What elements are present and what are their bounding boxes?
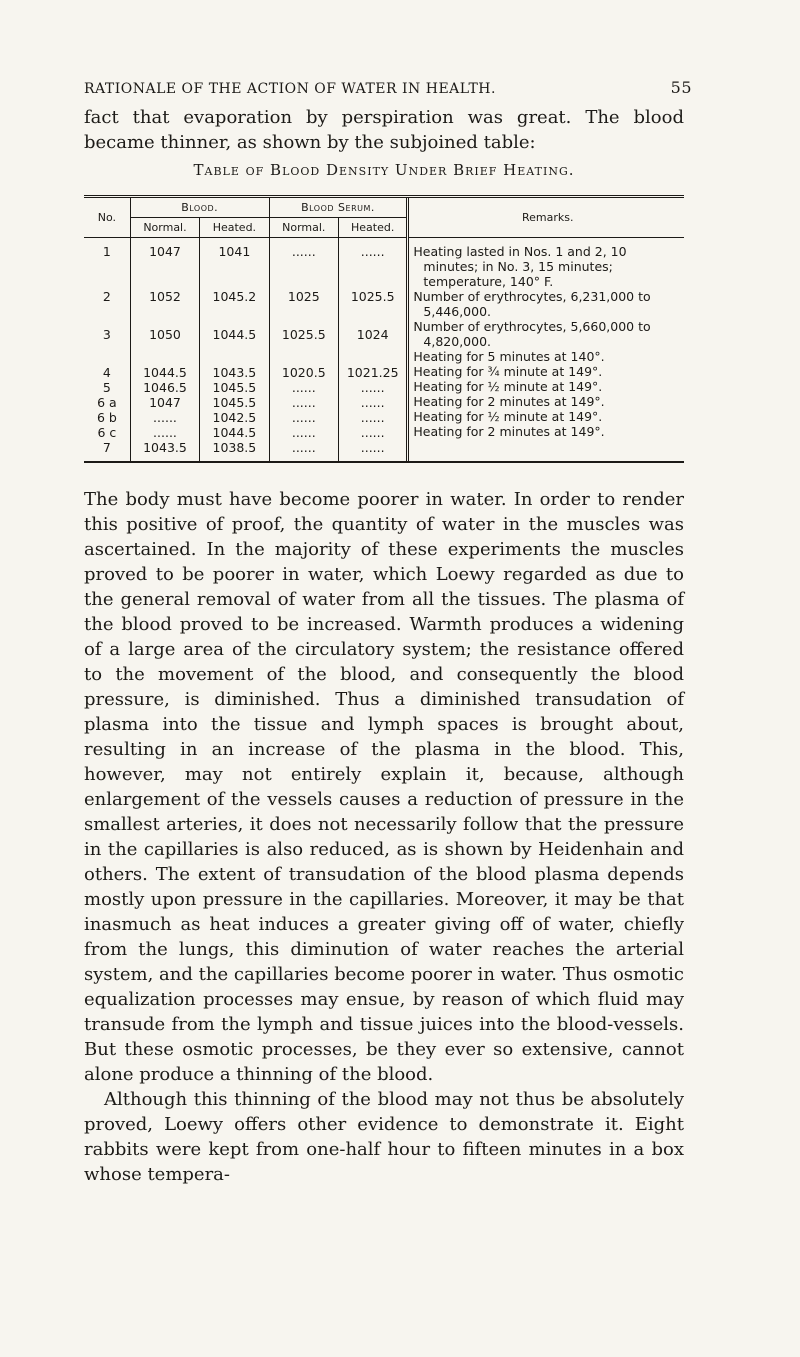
row-no: 3 bbox=[102, 327, 111, 342]
page-number: 55 bbox=[670, 78, 692, 97]
cell-value: 1047 bbox=[149, 244, 181, 259]
cell-value: 1046.5 bbox=[143, 380, 187, 395]
header-serum-normal: Normal. bbox=[269, 218, 338, 238]
cell-value: 1044.5 bbox=[143, 365, 187, 380]
cell-value: 1042.5 bbox=[212, 410, 257, 425]
table-title: Table of Blood Density Under Brief Heating. bbox=[193, 161, 575, 179]
column-serum-heated bbox=[338, 238, 407, 462]
cell-value: ...... bbox=[360, 380, 385, 395]
cell-value: ...... bbox=[291, 244, 316, 259]
body-text bbox=[84, 487, 684, 1187]
header-remarks: Remarks. bbox=[408, 198, 684, 238]
cell-value: 1020.5 bbox=[281, 365, 326, 380]
column-no bbox=[84, 238, 130, 462]
row-no: 4 bbox=[102, 365, 111, 380]
cell-value: ...... bbox=[360, 410, 385, 425]
cell-value: 1043.5 bbox=[212, 365, 257, 380]
book-page bbox=[84, 78, 692, 1187]
running-head bbox=[84, 78, 692, 97]
cell-value: 1045.2 bbox=[212, 289, 257, 304]
remark: Heating for ¾ minute at 149°. bbox=[413, 364, 603, 379]
header-blood-normal: Normal. bbox=[130, 218, 199, 238]
row-no: 7 bbox=[102, 440, 111, 455]
cell-value: ...... bbox=[153, 410, 177, 425]
cell-value: 1025.5 bbox=[281, 327, 326, 342]
header-blood: Blood. bbox=[130, 198, 269, 218]
cell-value: 1021.25 bbox=[346, 365, 399, 380]
cell-value: ...... bbox=[291, 440, 316, 455]
row-no: 6 c bbox=[97, 425, 117, 440]
row-no: 6 a bbox=[97, 395, 117, 410]
cell-value: 1050 bbox=[149, 327, 181, 342]
column-remarks bbox=[408, 238, 684, 462]
cell-value: 1045.5 bbox=[212, 380, 257, 395]
remark: Heating for 5 minutes at 140°. bbox=[413, 349, 605, 364]
cell-value: ...... bbox=[291, 410, 316, 425]
cell-value: ...... bbox=[291, 380, 316, 395]
cell-value: ...... bbox=[291, 425, 316, 440]
cell-value: ...... bbox=[360, 244, 385, 259]
cell-value: ...... bbox=[360, 395, 385, 410]
cell-value: ...... bbox=[360, 425, 385, 440]
remark: Heating for ½ minute at 149°. bbox=[413, 409, 603, 424]
row-no: 2 bbox=[102, 289, 111, 304]
remark: Heating lasted in Nos. 1 and 2, 10 minutes; in No. 3, 15 minutes; temperature, 140° F. bbox=[413, 244, 627, 289]
cell-value: 1045.5 bbox=[212, 395, 257, 410]
remark: Heating for 2 minutes at 149°. bbox=[413, 424, 605, 439]
cell-value: 1025.5 bbox=[350, 289, 395, 304]
header-no: No. bbox=[84, 198, 130, 238]
running-title: RATIONALE OF THE ACTION OF WATER IN HEALTH. bbox=[84, 81, 496, 97]
cell-value: 1047 bbox=[149, 395, 181, 410]
cell-value: 1038.5 bbox=[212, 440, 257, 455]
cell-value: 1043.5 bbox=[143, 440, 187, 455]
cell-value: 1025 bbox=[287, 289, 320, 304]
column-blood-heated bbox=[200, 238, 269, 462]
cell-value: 1052 bbox=[149, 289, 181, 304]
remark: Number of erythrocytes, 5,660,000 to 4,820,000. bbox=[413, 319, 651, 349]
cell-value: ...... bbox=[360, 440, 385, 455]
cell-value: ...... bbox=[153, 425, 177, 440]
row-no: 1 bbox=[102, 244, 111, 259]
header-serum-heated: Heated. bbox=[338, 218, 407, 238]
body-paragraph: Although this thinning of the blood may not thus be absolutely proved, Loewy offers other evidence to demonstrate it. Eight rabbits were kept from one-half hour to fifteen minutes in a box whose tempera- bbox=[84, 1089, 684, 1185]
cell-value: 1024 bbox=[356, 327, 389, 342]
remark: Number of erythrocytes, 6,231,000 to 5,446,000. bbox=[413, 289, 651, 319]
row-no: 5 bbox=[102, 380, 111, 395]
cell-value: 1044.5 bbox=[212, 327, 257, 342]
intro-paragraph: fact that evaporation by perspiration was great. The blood became thinner, as shown by the subjoined table: bbox=[84, 107, 684, 153]
column-blood-normal bbox=[130, 238, 199, 462]
header-blood-heated: Heated. bbox=[200, 218, 269, 238]
body-paragraph: The body must have become poorer in water. In order to render this positive of proof, the quantity of water in the muscles was ascertained. In the majority of these experiments the muscles proved to be poorer in water, which Loewy regarded as due to the general removal of water from all the tissues. The plasma of the blood proved to be increased. Warmth produces a widening of a large area of the circulatory system; the resistance offered to the movement of the blood, and consequently the blood pressure, is diminished. Thus a diminished transudation of plasma into the tissue and lymph spaces is brought about, resulting in an increase of the plasma in the blood. This, however, may not entirely explain it, because, although enlargement of the vessels causes a reduction of pressure in the smallest arteries, it does not necessarily follow that the pressure in the capillaries is also reduced, as is shown by Heidenhain and others. The extent of transudation of the blood plasma depends mostly upon pressure in the capillaries. Moreover, it may be that inasmuch as heat induces a greater giving off of water, chiefly from the lungs, this diminution of water reaches the arterial system, and the capillaries become poorer in water. Thus osmotic equalization processes may ensue, by reason of which fluid may transude from the lymph and tissue juices into the blood-vessels. But these osmotic processes, be they ever so extensive, cannot alone produce a thinning of the blood. bbox=[84, 489, 684, 1085]
cell-value: ...... bbox=[291, 395, 316, 410]
cell-value: 1041 bbox=[218, 244, 251, 259]
remark: Heating for ½ minute at 149°. bbox=[413, 379, 603, 394]
header-blood-serum: Blood Serum. bbox=[269, 198, 408, 218]
blood-density-table bbox=[84, 195, 684, 463]
column-serum-normal bbox=[269, 238, 338, 462]
row-no: 6 b bbox=[96, 410, 117, 425]
remark: Heating for 2 minutes at 149°. bbox=[413, 394, 605, 409]
cell-value: 1044.5 bbox=[212, 425, 257, 440]
